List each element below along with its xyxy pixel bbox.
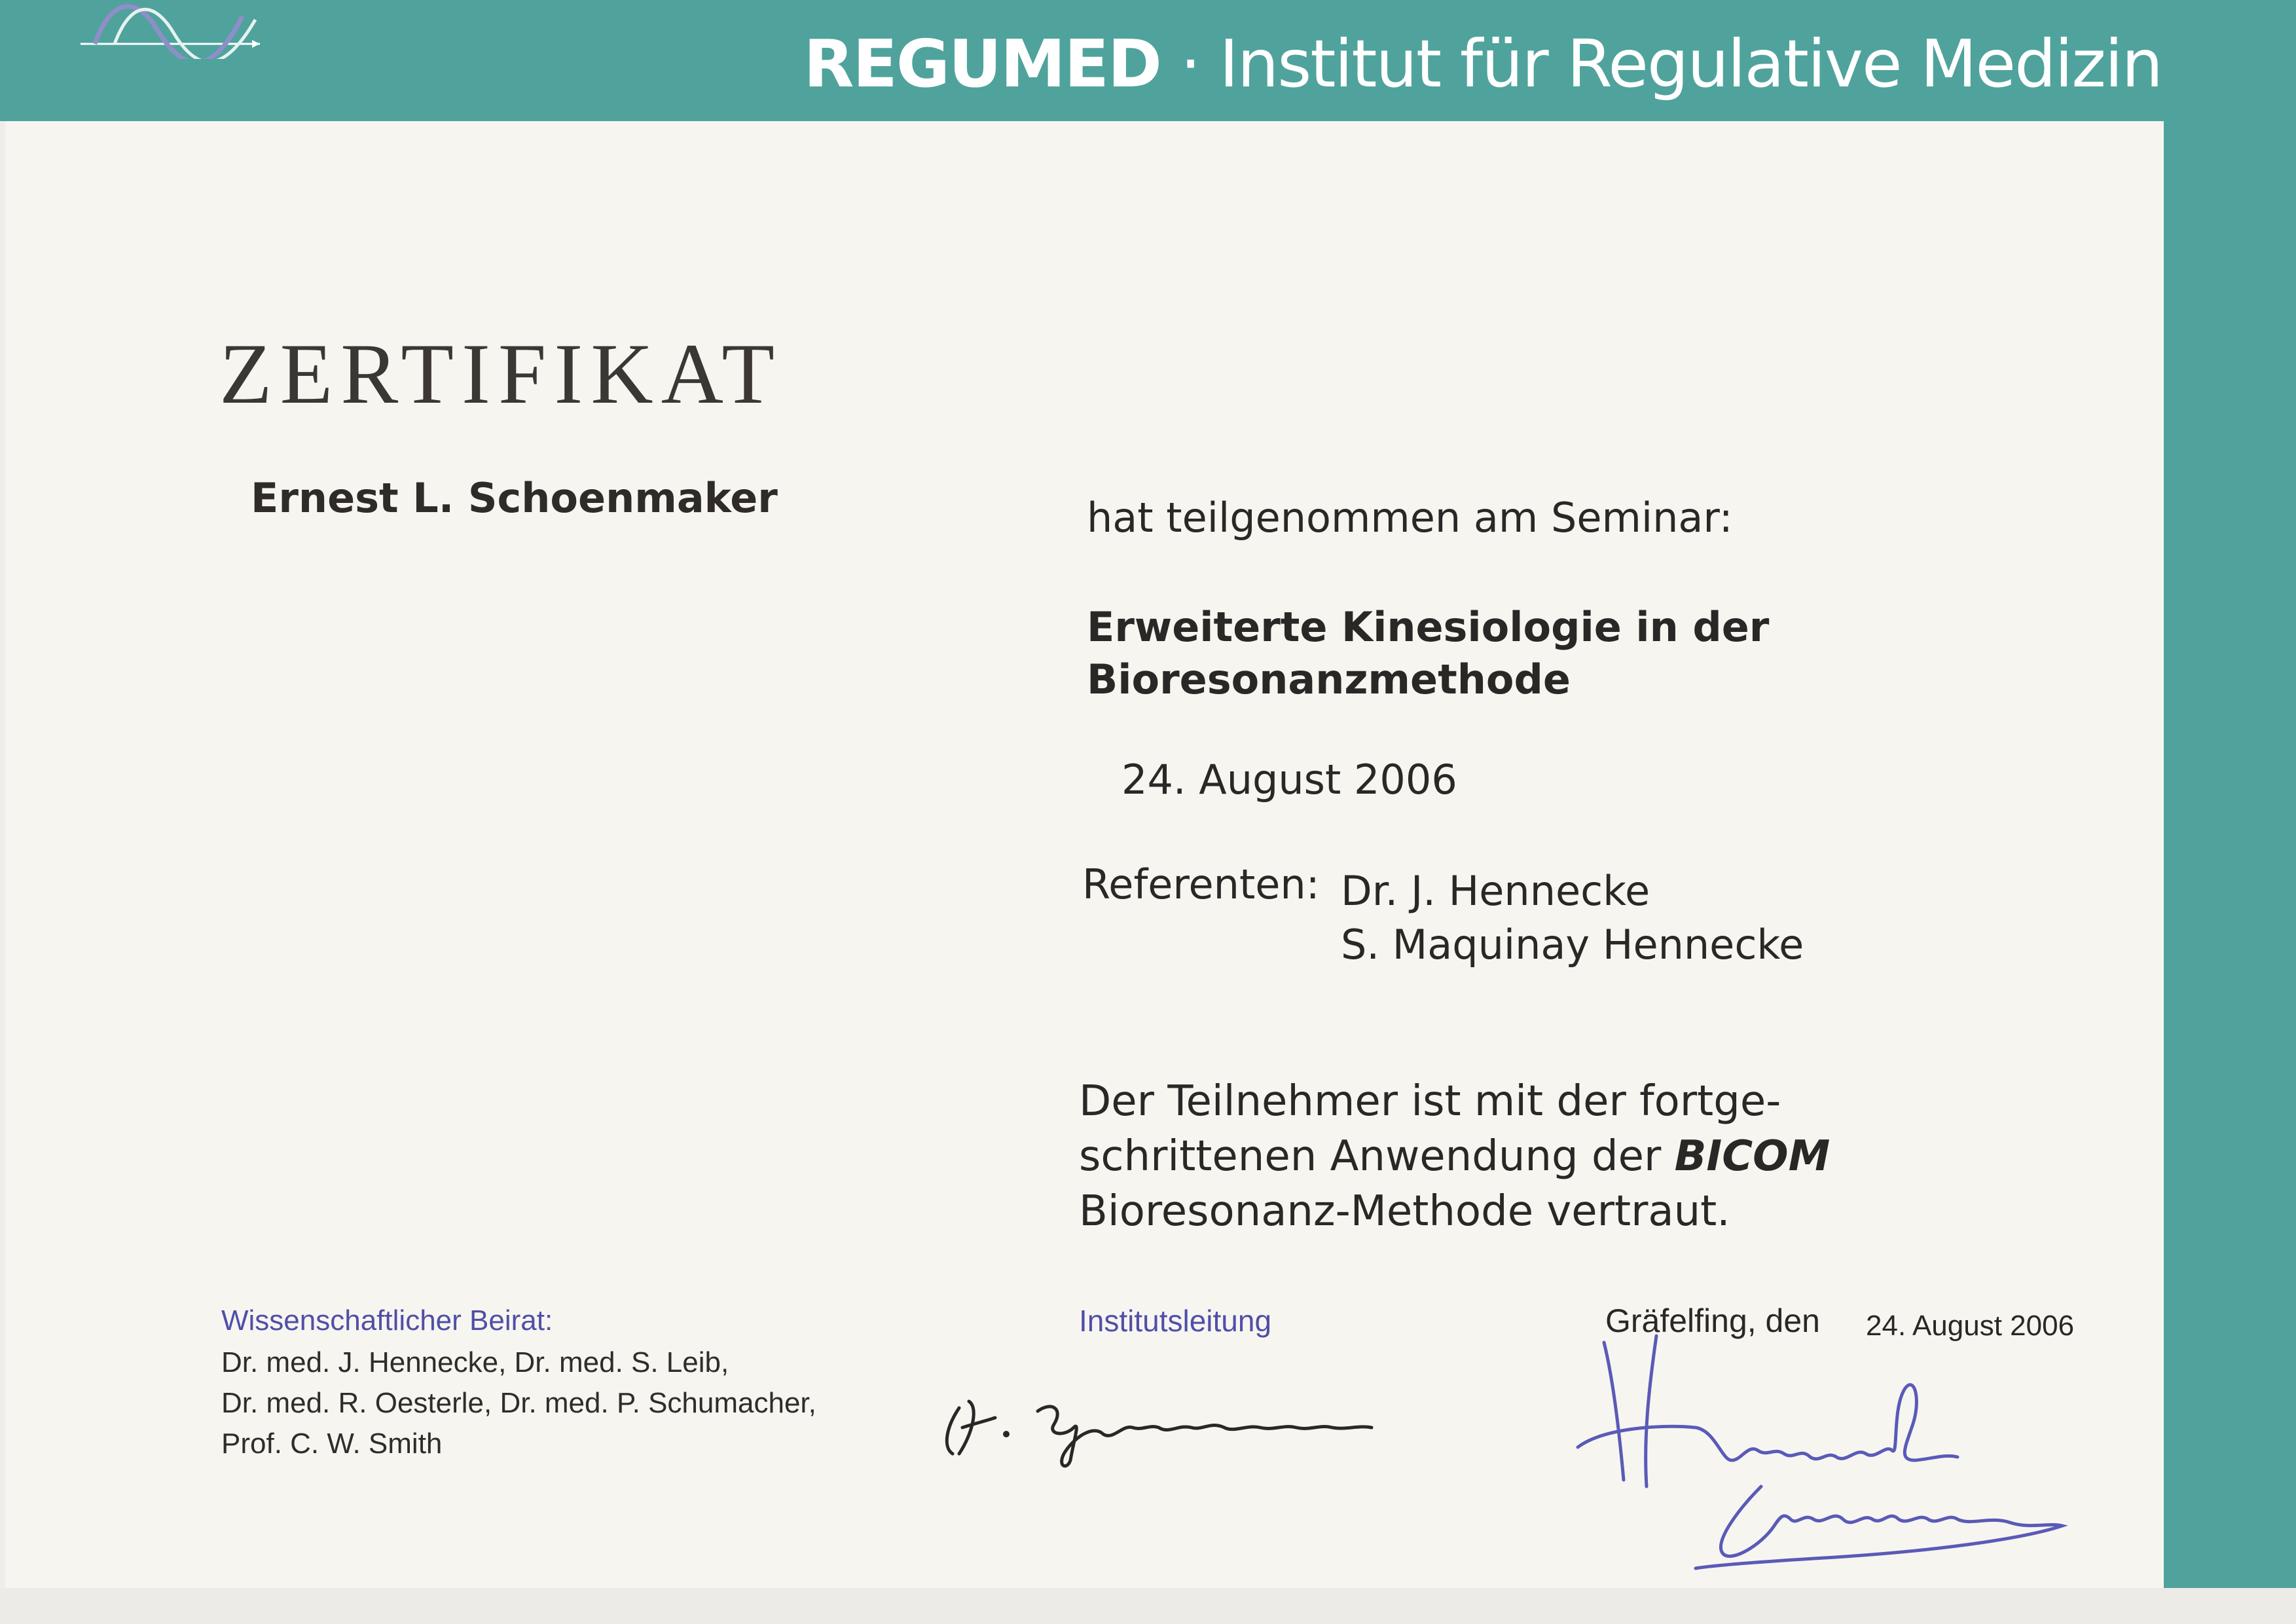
statement-line1: Der Teilnehmer ist mit der fortge- (1079, 1077, 1781, 1126)
bicom-brand: BICOM (1674, 1132, 1831, 1181)
advisory-board-line1: Dr. med. J. Hennecke, Dr. med. S. Leib, (221, 1346, 729, 1378)
side-band (2164, 0, 2296, 1588)
seminar-title-line2: Bioresonanzmethode (1087, 655, 1571, 703)
institute-name: Institut für Regulative Medizin (1219, 26, 2162, 102)
seminar-title-line1: Erweiterte Kinesiologie in der (1087, 603, 1770, 651)
statement-line3: Bioresonanz-Methode vertraut. (1079, 1187, 1730, 1236)
referees-label: Referenten: (1082, 860, 1320, 908)
referee-2: S. Maquinay Hennecke (1341, 921, 1804, 969)
header-title (803, 26, 2162, 102)
sine-wave-logo-icon (75, 3, 265, 59)
advisory-board-list (221, 1342, 816, 1464)
referees-list (1341, 864, 1804, 972)
seminar-title (1087, 601, 1769, 706)
competency-statement (1079, 1074, 1830, 1239)
recipient-name: Ernest L. Schoenmaker (251, 474, 778, 522)
statement-line2-text: schrittenen Anwendung der (1079, 1132, 1675, 1181)
bottom-margin (0, 1588, 2296, 1624)
advisory-board-line3: Prof. C. W. Smith (221, 1428, 443, 1460)
leadership-signature (933, 1362, 1417, 1473)
statement-line2 (1079, 1129, 1830, 1184)
place-label: Gräfelfing, den (1605, 1302, 1820, 1339)
referee-1: Dr. J. Hennecke (1341, 867, 1650, 915)
brand-name: REGUMED (803, 26, 1161, 102)
title-separator: · (1160, 26, 1220, 102)
intro-text: hat teilgenommen am Seminar: (1087, 494, 1733, 542)
leadership-title: Institutsleitung (1079, 1304, 1272, 1338)
director-signatures (1565, 1329, 2102, 1591)
issue-date: 24. August 2006 (1866, 1310, 2075, 1342)
seminar-date: 24. August 2006 (1121, 756, 1457, 803)
certificate-title: ZERTIFIKAT (219, 325, 782, 422)
advisory-board-title: Wissenschaftlicher Beirat: (221, 1304, 553, 1337)
advisory-board-line2: Dr. med. R. Oesterle, Dr. med. P. Schumacher, (221, 1387, 816, 1419)
